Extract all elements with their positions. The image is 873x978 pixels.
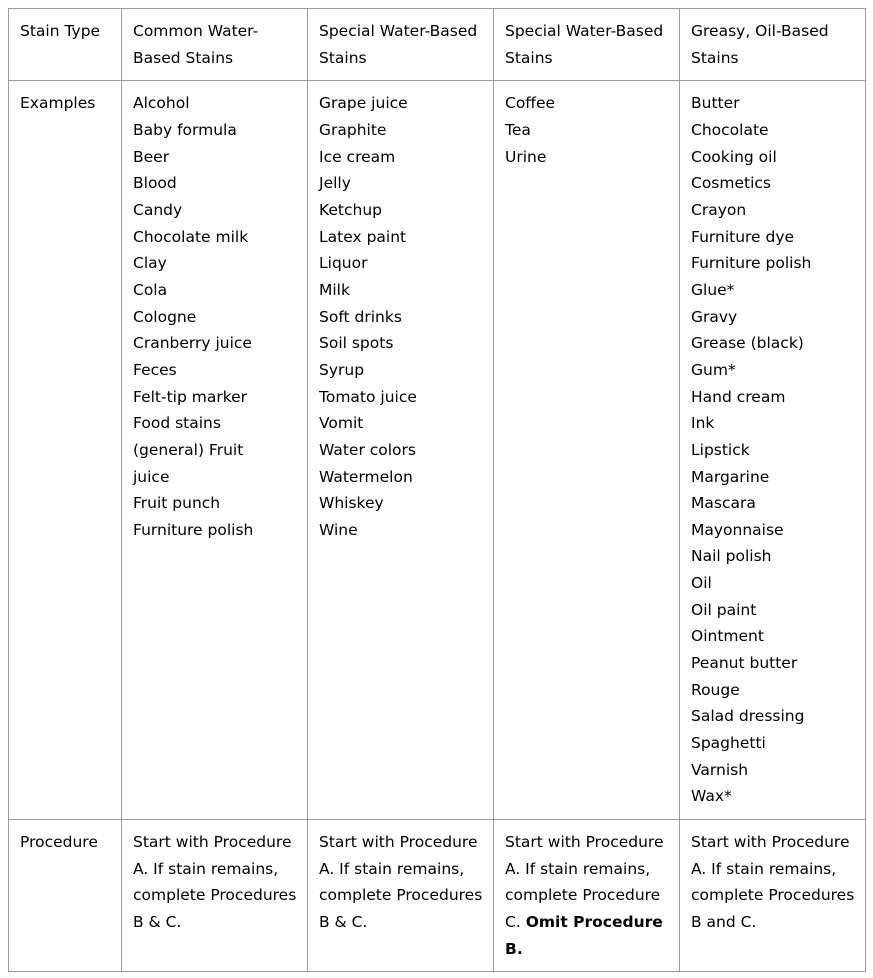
list-item: Mayonnaise [691,520,784,539]
list-item: Peanut butter [691,654,798,673]
list-item: Graphite [319,120,387,139]
list-item: Chocolate [691,120,769,139]
list-item: Beer [133,147,170,166]
procedure-cell-2 [308,820,494,972]
list-item: Ointment [691,627,764,646]
list-item: Wax* [691,787,732,806]
table-header-row [9,9,866,81]
list-item: Lipstick [691,440,750,459]
list-item: Cosmetics [691,174,771,193]
examples-cell-3 [494,81,680,820]
list-item: Cola [133,280,168,299]
list-item: Ice cream [319,147,396,166]
procedure-text-2: Start with Procedure A. If stain remains, complete Procedures B & C. [319,833,483,931]
list-item: Water colors [319,440,416,459]
list-item: juice [133,467,170,486]
list-item: Latex paint [319,227,407,246]
examples-cell-4 [680,81,866,820]
examples-cell-2 [308,81,494,820]
list-item: Candy [133,200,183,219]
list-item: Cologne [133,307,197,326]
list-item: Gum* [691,360,736,379]
column-header-2: Special Water-Based Stains [308,9,494,81]
list-item: Gravy [691,307,738,326]
list-item: Clay [133,254,167,273]
list-item: Jelly [319,174,351,193]
list-item: Furniture polish [133,520,254,539]
list-item: Feces [133,360,177,379]
list-item: Hand cream [691,387,786,406]
list-item: Ketchup [319,200,383,219]
procedure-cell-3 [494,820,680,972]
column-header-3: Special Water-Based Stains [494,9,680,81]
column-header-1: Common Water-Based Stains [122,9,308,81]
list-item: Baby formula [133,120,237,139]
procedure-cell-4 [680,820,866,972]
example-list-1 [133,90,297,543]
list-item: Furniture dye [691,227,795,246]
list-item: Oil [691,574,712,593]
list-item: Soft drinks [319,307,402,326]
list-item: Tea [505,120,531,139]
column-header-4: Greasy, Oil-Based Stains [680,9,866,81]
row-label-procedure: Procedure [9,820,122,972]
list-item: Nail polish [691,547,772,566]
list-item: Alcohol [133,94,190,113]
list-item: Watermelon [319,467,413,486]
example-list-4 [691,90,855,810]
list-item: Coffee [505,94,556,113]
list-item: Oil paint [691,600,757,619]
procedure-text-1: Start with Procedure A. If stain remains, complete Procedures B & C. [133,833,297,931]
list-item: Margarine [691,467,770,486]
list-item: Cooking oil [691,147,777,166]
list-item: Ink [691,414,715,433]
list-item: Fruit punch [133,494,221,513]
list-item: Whiskey [319,494,384,513]
list-item: Furniture polish [691,254,812,273]
list-item: Butter [691,94,740,113]
list-item: Mascara [691,494,756,513]
list-item: Food stains [133,414,221,433]
list-item: Felt-tip marker [133,387,248,406]
procedure-cell-1 [122,820,308,972]
example-list-2 [319,90,483,543]
list-item: Crayon [691,200,747,219]
list-item: Rouge [691,680,740,699]
list-item: Grease (black) [691,334,804,353]
procedure-text-4: Start with Procedure A. If stain remains, complete Procedures B and C. [691,833,855,931]
table-row-examples [9,81,866,820]
list-item: Blood [133,174,177,193]
list-item: Vomit [319,414,364,433]
list-item: Grape juice [319,94,408,113]
row-label-examples: Examples [9,81,122,820]
list-item: Chocolate milk [133,227,249,246]
list-item: Milk [319,280,350,299]
list-item: Wine [319,520,358,539]
list-item: Urine [505,147,547,166]
list-item: (general) Fruit [133,440,244,459]
table-row-procedure [9,820,866,972]
list-item: Spaghetti [691,734,766,753]
list-item: Salad dressing [691,707,805,726]
example-list-3 [505,90,669,170]
list-item: Cranberry juice [133,334,252,353]
list-item: Syrup [319,360,365,379]
examples-cell-1 [122,81,308,820]
list-item: Tomato juice [319,387,417,406]
procedure-text-3: Start with Procedure A. If stain remains, complete Procedure C. Omit Procedure B. [505,833,664,958]
list-item: Glue* [691,280,735,299]
stain-removal-table [8,8,866,972]
row-label-stain-type: Stain Type [9,9,122,81]
list-item: Liquor [319,254,368,273]
list-item: Soil spots [319,334,394,353]
list-item: Varnish [691,760,749,779]
